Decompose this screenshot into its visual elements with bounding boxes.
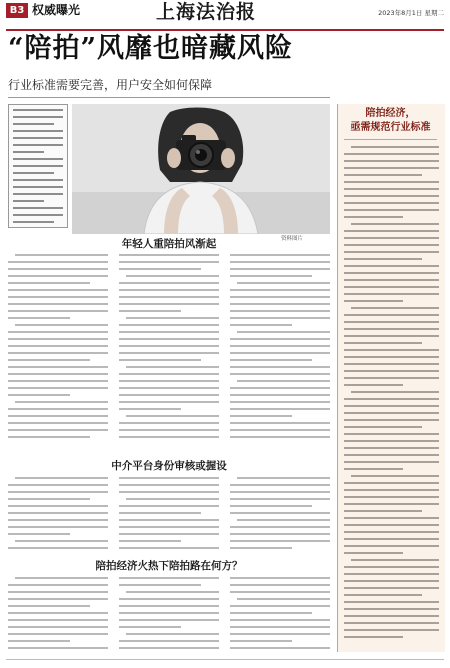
lead-in-box bbox=[8, 104, 68, 228]
body-column-7 bbox=[8, 577, 108, 655]
section-heading-1: 年轻人重陪拍风渐起 bbox=[121, 238, 217, 250]
sidebar-title bbox=[337, 107, 444, 135]
body-column-5 bbox=[119, 477, 219, 555]
sidebar-title-line-2: 亟需规范行业标准 bbox=[350, 122, 431, 133]
sidebar-title-line-1: 陪拍经济， bbox=[365, 108, 416, 119]
body-column-4 bbox=[8, 477, 108, 555]
issue-dateline: 2023年8月1日 星期二 bbox=[378, 9, 444, 17]
newspaper-masthead-title: 上海法治报 bbox=[156, 1, 257, 23]
body-column-2 bbox=[119, 254, 219, 454]
headline-rule bbox=[8, 97, 330, 98]
commentary-sidebar bbox=[337, 104, 445, 652]
body-column-6 bbox=[230, 477, 330, 555]
article-subheadline: 行业标准需要完善，用户安全如何保障 bbox=[8, 78, 213, 92]
page-number-badge: B3 bbox=[6, 3, 28, 18]
photographer-illustration bbox=[72, 104, 330, 234]
article-headline: “陪拍”风靡也暗藏风险 bbox=[8, 33, 294, 64]
photo-credit: 资料图片 bbox=[281, 236, 304, 242]
body-column-1 bbox=[8, 254, 108, 454]
body-column-3 bbox=[230, 254, 330, 454]
section-heading-3: 陪拍经济火热下陪拍路在何方？ bbox=[95, 560, 243, 572]
page-bottom-rule bbox=[6, 659, 444, 660]
body-column-9 bbox=[230, 577, 330, 655]
article-photo bbox=[72, 104, 330, 234]
sidebar-title-rule bbox=[344, 139, 437, 140]
section-name: 权威曝光 bbox=[32, 3, 81, 17]
section-heading-2: 中介平台身份审核或握设 bbox=[111, 460, 227, 472]
body-column-8 bbox=[119, 577, 219, 655]
